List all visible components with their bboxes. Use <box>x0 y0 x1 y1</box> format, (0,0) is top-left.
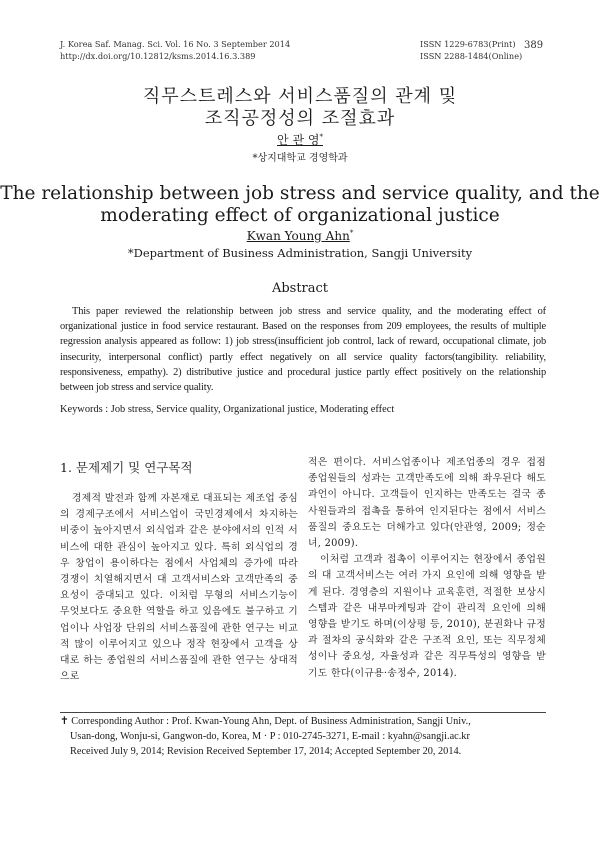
english-author-mark: * <box>349 229 354 237</box>
left-column <box>60 491 298 685</box>
english-title-line2: moderating effect of organizational justice <box>100 205 500 226</box>
english-author-name: Kwan Young Ahn <box>246 229 350 243</box>
english-title-line1: The relationship between job stress and service quality, and the <box>0 183 600 204</box>
korean-author-mark: * <box>319 133 323 141</box>
right-paragraph-2: 이처럼 고객과 접촉이 이루어지는 현장에서 종업원의 대 고객서비스는 여러 가지 요인에 의해 영향을 받게 된다. 경영층의 지원이나 교육훈련, 적절한 보상시스템과 같은 내부마케팅과 같이 관리적 요인에 의해 영향을 받기도 하며(이상평 등, 2010), 분권화나 규정과 절차의 공식화와 같은 구조적 요인, 또는 직무정체성이나 중요성, 자율성과 같은 직무특성의 영향을 받기도 한다(이규용·송정수, 2014). <box>308 554 546 679</box>
issn-online: ISSN 2288-1484(Online) <box>420 51 523 61</box>
english-author <box>0 229 600 243</box>
footnote-line1: ✝ Corresponding Author : Prof. Kwan-Young Ahn, Dept. of Business Administration, Sangji Univ., <box>60 716 471 727</box>
page-number: 389 <box>524 40 544 51</box>
journal-header <box>60 38 290 62</box>
right-column <box>308 455 546 682</box>
footnote-line3: Received July 9, 2014; Revision Received September 17, 2014; Accepted September 20, 2014. <box>70 746 462 758</box>
issn-block <box>420 38 522 62</box>
footnote-line2: Usan-dong, Wonju-si, Gangwon-do, Korea, M · P : 010-2745-3271, E-mail : kyahn@sangji.ac.kr <box>70 731 470 743</box>
abstract-body: This paper reviewed the relationship between job stress and service quality, and the moderating effect of organizational justice in food service restaurant. Based on the responses from 209 employees, the results of multiple regression analysis appeared as follow: 1) job stress(insufficient job control, lack of reward, occupational climate, job insecurity, interpersonal conflict) partly effect negatively on all service quality factors(tangibility. reliability, responsiveness, empathy). 2) distributive justice and procedural justice partly effect positively on the relationship between job stress and service quality. <box>60 306 546 394</box>
right-paragraph-1: 적은 편이다. 서비스업종이나 제조업종의 경우 접점 종업원들의 성과는 고객만족도에 의해 좌우된다 해도 과언이 아니다. 고객들이 인지하는 만족도는 결국 종사원들과의 접촉을 통하여 인지된다는 점에서 서비스품질의 중요도는 더해가고 있다(안관영, 2009; 정순녀, 2009). <box>308 457 546 550</box>
section-heading: 1. 문제제기 및 연구목적 <box>60 460 193 475</box>
left-paragraph: 경제적 발전과 함께 자본재로 대표되는 제조업 중심의 경제구조에서 서비스업이 국민경제에서 차지하는 비중이 높아지면서 외식업과 같은 분야에서의 인적 서비스에 대한 관심이 높아지고 있다. 특히 외식업의 경우 창업이 용이하다는 점에서 사업체의 증가에 따라 경쟁이 치열해지면서 대 고객서비스와 고객만족의 중요성이 증대되고 있다. 이처럼 무형의 서비스기능이 무엇보다도 중요한 역할을 하고 있음에도 불구하고 기업이나 사업장 단위의 서비스품질에 관한 연구는 비교적 많이 이루어지고 있으나 정작 현장에서 고객을 상대로 하는 종업원의 서비스품질에 관한 연구는 상대적으로 <box>60 493 298 683</box>
korean-title-line1: 직무스트레스와 서비스품질의 관계 및 <box>142 86 458 107</box>
doi-link[interactable]: http://dx.doi.org/10.12812/ksms.2014.16.3.389 <box>60 51 256 61</box>
korean-title-line2: 조직공정성의 조절효과 <box>204 108 396 129</box>
issn-print: ISSN 1229-6783(Print) <box>420 39 516 49</box>
footnote <box>60 714 550 760</box>
korean-author-name: 안 관 영 <box>277 133 320 147</box>
journal-citation: J. Korea Saf. Manag. Sci. Vol. 16 No. 3 September 2014 <box>60 39 291 49</box>
korean-author <box>0 131 600 148</box>
footnote-rule <box>60 712 546 713</box>
keywords: Keywords : Job stress, Service quality, Organizational justice, Moderating effect <box>60 404 395 415</box>
abstract-heading: Abstract <box>271 281 329 296</box>
korean-affiliation: *상지대학교 경영학과 <box>252 153 348 164</box>
english-affiliation: *Department of Business Administration, Sangji University <box>127 246 473 260</box>
